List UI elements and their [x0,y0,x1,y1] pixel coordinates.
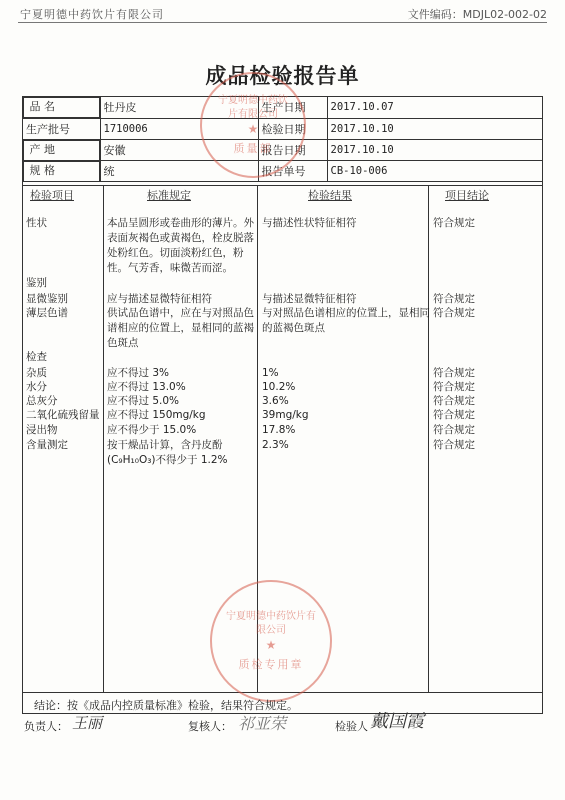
row-standard: 应不得过 5.0% [107,395,180,407]
seal-subtitle: 质检专用章 [238,658,304,671]
production-date-label: 生产日期 [258,97,327,119]
row-conclusion: 符合规定 [433,217,475,229]
row-item: 二氧化硫残留量 [26,409,100,421]
row-conclusion: 符合规定 [433,409,475,421]
page-title: 成品检验报告单 [205,64,360,88]
section-divider [22,185,543,186]
inspector-label: 检验人 [335,720,368,733]
responsible-label: 负责人： [24,720,68,733]
responsible-signature: 王丽 [72,714,103,732]
product-name-value: 牡丹皮 [100,97,258,119]
row-standard: 本品呈圆形或卷曲形的薄片。外表面灰褐色或黄褐色，栓皮脱落处粉红色。切面淡粉红色，粉性。气芳香，味微苦而涩。 [107,217,254,274]
row-item: 检查 [26,351,47,363]
row-item: 性状 [26,217,47,229]
row-result: 与对照品色谱相应的位置上，显相同的蓝褐色斑点 [262,307,430,334]
star-icon: ★ [265,638,277,652]
row-result: 10.2% [262,381,296,393]
row-standard: 应不得过 13.0% [107,381,186,393]
row-item: 薄层色谱 [26,307,68,319]
reviewer-label: 复核人： [188,720,232,733]
qc-seal [210,580,332,702]
column-divider [103,186,104,692]
label-text: 规 格 [29,163,55,177]
row-standard: 应与描述显微特征相符 [107,293,212,305]
row-result: 1% [262,367,279,379]
row-item: 含量测定 [26,439,68,451]
spec-label [23,161,100,182]
batch-label: 生产批号 [23,118,101,139]
column-header-result: 检验结果 [308,189,352,202]
row-item: 显微鉴别 [26,293,68,305]
conclusion-text: 结论：按《成品内控质量标准》检验，结果符合规定。 [34,699,298,712]
row-conclusion: 符合规定 [433,395,475,407]
row-item: 鉴别 [26,277,47,289]
row-standard: 应不得少于 15.0% [107,424,197,436]
row-result: 3.6% [262,395,289,407]
origin-label [23,140,100,161]
row-standard: 供试品色谱中，应在与对照品色谱相应的位置上，显相同的蓝褐色斑点 [107,307,254,349]
row-result: 2.3% [262,439,289,451]
company-header: 宁夏明德中药饮片有限公司 [20,8,164,21]
star-icon: ★ [247,122,259,136]
row-conclusion: 符合规定 [433,381,475,393]
header-divider [18,22,547,23]
row-conclusion: 符合规定 [433,424,475,436]
label-text: 品 名 [29,99,55,113]
origin-value: 安徽 [100,139,258,161]
row-conclusion: 符合规定 [433,439,475,451]
row-standard: 应不得过 150mg/kg [107,409,206,421]
column-header-conclusion: 项目结论 [445,189,489,202]
seal-company-text: 宁夏明德中药饮片有限公司 [217,95,288,120]
row-item: 总灰分 [26,395,58,407]
column-header-item: 检验项目 [30,189,74,202]
report-number-label: 报告单号 [258,161,327,182]
column-header-standard: 标准规定 [147,189,191,202]
row-result: 17.8% [262,424,296,436]
reviewer-signature: 祁亚荣 [238,714,287,733]
row-conclusion: 符合规定 [433,293,475,305]
label-text: 产 地 [29,142,55,156]
row-item: 杂质 [26,367,47,379]
report-number-value: CB-10-006 [327,161,543,182]
row-conclusion: 符合规定 [433,367,475,379]
batch-value: 1710006 [100,118,258,139]
row-result: 与描述显微特征相符 [262,293,357,305]
row-standard: 应不得过 3% [107,367,169,379]
row-conclusion: 符合规定 [433,307,475,319]
report-date-label: 报告日期 [258,139,327,161]
row-item: 浸出物 [26,424,58,436]
quality-dept-seal [200,72,306,178]
product-name-label [23,97,100,118]
document-number: 文件编码：MDJL02-002-02 [407,8,547,21]
production-date-value: 2017.10.07 [327,97,543,119]
inspection-date-label: 检验日期 [258,118,327,139]
inspection-date-value: 2017.10.10 [327,118,543,139]
seal-subtitle: 质量部 [233,142,273,155]
seal-company-text: 宁夏明德中药饮片有限公司 [226,611,316,636]
report-date-value: 2017.10.10 [327,139,543,161]
row-result: 与描述性状特征相符 [262,217,357,229]
row-standard: 按干燥品计算，含丹皮酚(C₉H₁₀O₃)不得少于 1.2% [107,439,228,466]
inspector-signature: 戴国霞 [370,711,424,732]
row-result: 39mg/kg [262,409,309,421]
row-item: 水分 [26,381,47,393]
spec-value: 统 [100,161,258,182]
